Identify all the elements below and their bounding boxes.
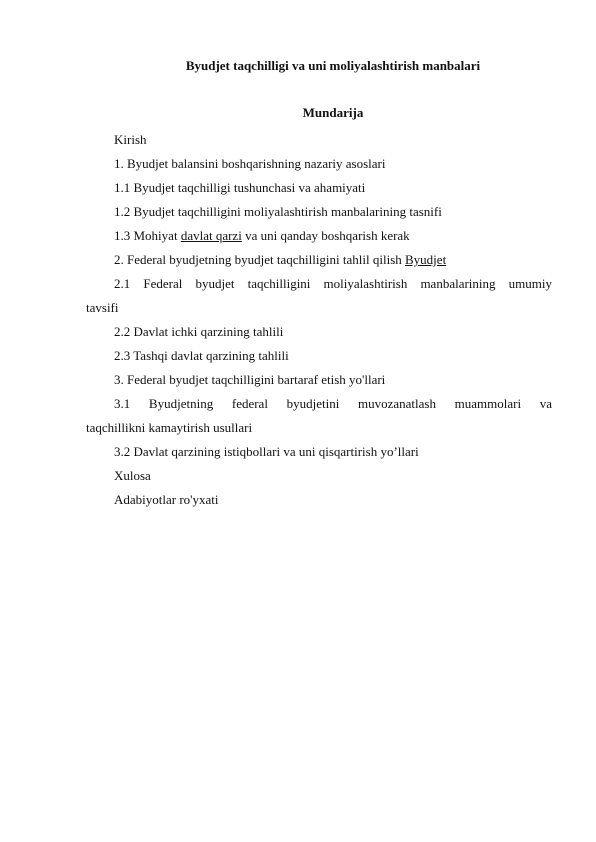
toc-entry-1-2[interactable]: 1.2 Byudjet taqchilligini moliyalashtirish manbalarining tasnifi — [114, 204, 442, 219]
toc-entry-3-1[interactable]: 3.1 Byudjetning federal byudjetini muvozanatlash muammolari va taqchillikni kamaytirish usullari — [86, 396, 552, 435]
toc-entry-xulosa[interactable]: Xulosa — [114, 468, 151, 483]
toc-heading: Mundarija — [302, 105, 364, 120]
toc-entry-1[interactable]: 1. Byudjet balansini boshqarishning nazariy asoslari — [114, 156, 386, 171]
table-of-contents — [86, 128, 552, 512]
toc-entry-2[interactable]: 2. Federal byudjetning byudjet taqchilligini tahlil qilish Byudjet — [114, 252, 447, 267]
davlat-qarzi-link[interactable]: davlat qarzi — [180, 228, 242, 243]
toc-entry-2-2[interactable]: 2.2 Davlat ichki qarzining tahlili — [114, 324, 284, 339]
toc-entry-1-3[interactable]: 1.3 Mohiyat davlat qarzi va uni qanday boshqarish kerak — [114, 228, 410, 243]
byudjet-link[interactable]: Byudjet — [405, 252, 447, 267]
toc-entry-kirish[interactable]: Kirish — [114, 132, 147, 147]
toc-entry-1-1[interactable]: 1.1 Byudjet taqchilligi tushunchasi va ahamiyati — [114, 180, 366, 195]
toc-entry-adabiyotlar[interactable]: Adabiyotlar ro'yxati — [114, 492, 219, 507]
toc-entry-3[interactable]: 3. Federal byudjet taqchilligini bartaraf etish yo'llari — [114, 372, 386, 387]
toc-entry-2-3[interactable]: 2.3 Tashqi davlat qarzining tahlili — [114, 348, 289, 363]
document-title: Byudjet taqchilligi va uni moliyalashtirish manbalari — [185, 58, 481, 73]
toc-entry-3-2[interactable]: 3.2 Davlat qarzining istiqbollari va uni qisqartirish yo’llari — [114, 444, 419, 459]
toc-entry-2-1[interactable]: 2.1 Federal byudjet taqchilligini moliyalashtirish manbalarining umumiy tavsifi — [86, 276, 552, 315]
